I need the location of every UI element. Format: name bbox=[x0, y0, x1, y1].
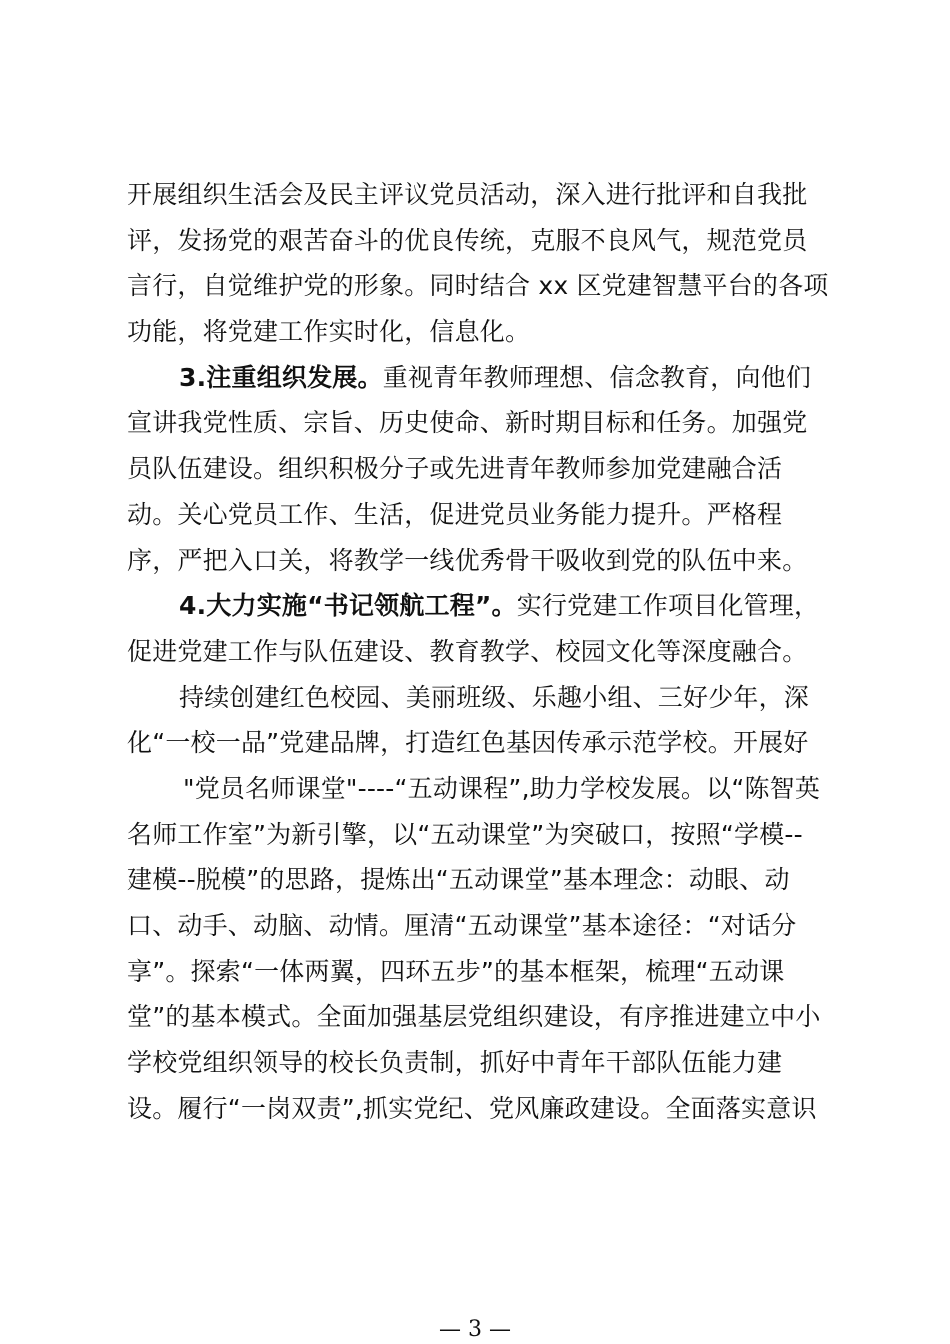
paragraph-start-line: 持续创建红色校园、美丽班级、乐趣小组、三好少年，深 bbox=[179, 682, 810, 712]
text-line: 动。关心党员工作、生活，促进党员业务能力提升。严格程 bbox=[127, 499, 783, 529]
section-heading: 3.注重组织发展。 bbox=[179, 362, 383, 392]
text-line: 评，发扬党的艰苦奋斗的优良传统，克服不良风气，规范党员 bbox=[127, 225, 808, 255]
section-heading: 4.大力实施“书记领航工程”。 bbox=[179, 591, 517, 621]
text-line: 堂”的基本模式。全面加强基层党组织建设，有序推进建立中小 bbox=[127, 1002, 821, 1032]
page-number: — 3 — bbox=[439, 1317, 511, 1342]
text-line: "党员名师课堂"----“五动课程”,助力学校发展。以“陈智英 bbox=[183, 773, 821, 803]
text-line: 建模--脱模”的思路，提炼出“五动课堂”基本理念：动眼、动 bbox=[127, 865, 790, 895]
text-line: 员队伍建设。组织积极分子或先进青年教师参加党建融合活 bbox=[127, 454, 783, 484]
text-line: 序，严把入口关，将教学一线优秀骨干吸收到党的队伍中来。 bbox=[127, 545, 808, 575]
text-line: 开展组织生活会及民主评议党员活动，深入进行批评和自我批 bbox=[127, 180, 808, 209]
text-line: 促进党建工作与队伍建设、教育教学、校园文化等深度融合。 bbox=[127, 636, 808, 666]
text-line: 口、动手、动脑、动情。厘清“五动课堂”基本途径：“对话分 bbox=[127, 911, 797, 940]
text-line: 学校党组织领导的校长负责制，抓好中青年干部队伍能力建 bbox=[127, 1048, 783, 1078]
text-line: 功能，将党建工作实时化，信息化。 bbox=[127, 317, 531, 347]
text-line: 言行，自觉维护党的形象。同时结合 xx 区党建智慧平台的各项 bbox=[127, 271, 829, 301]
text-line: 名师工作室”为新引擎，以“五动课堂”为突破口，按照“学模-- bbox=[127, 819, 803, 849]
text-line: 化“一校一品”党建品牌，打造红色基因传承示范学校。开展好 bbox=[127, 728, 809, 758]
section-heading-line: 3.注重组织发展。重视青年教师理想、信念教育，向他们 bbox=[179, 362, 812, 392]
text-line: 设。履行“一岗双责”,抓实党纪、党风廉政建设。全面落实意识 bbox=[127, 1093, 817, 1123]
text-line: 宣讲我党性质、宗旨、历史使命、新时期目标和任务。加强党 bbox=[127, 408, 808, 438]
body-text bbox=[127, 172, 835, 1131]
section-heading-line: 4.大力实施“书记领航工程”。实行党建工作项目化管理， bbox=[179, 591, 820, 621]
text-line: 享”。探索“一体两翼，四环五步”的基本框架，梳理“五动课 bbox=[127, 956, 785, 986]
